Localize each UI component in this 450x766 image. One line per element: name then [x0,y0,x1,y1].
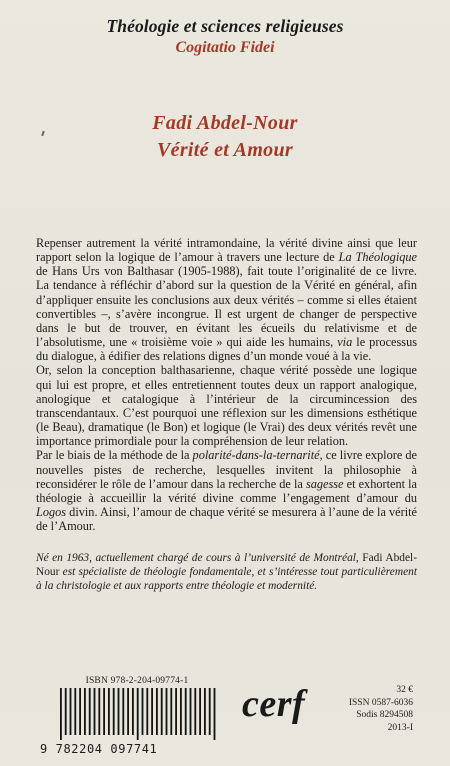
barcode-bar [170,688,172,735]
text-run: polarité-dans-la-ternarité [192,448,320,463]
author-bio-text [36,551,417,593]
barcode-bar [137,688,139,740]
publisher-logo: cerf [242,683,306,725]
author-name: Fadi Abdel-Nour [152,112,298,134]
blurb [36,236,417,533]
barcode-bar [79,688,81,735]
barcode-bar [190,688,192,735]
barcode-bar [132,688,134,735]
text-run: et exhortent la théologie à accueillir la vérité divine comme l’engagement d’amour du [36,476,417,505]
barcode [58,688,218,740]
barcode-bar [209,688,211,735]
barcode-bar [156,688,158,735]
barcode-bar [89,688,91,735]
edition-code: 2013-I [387,722,413,733]
text-run: Né en 1963, actuellement chargé de cours à l’université de Montréal, [36,552,363,564]
blurb-paragraph-2 [36,363,417,448]
text-run: Logos [36,504,67,519]
barcode-bar [108,688,110,735]
text-run: Or, selon la conception balthasarienne, chaque vérité possède une logique qui lui est propre, et elles entretiennent toutes deux un rapport analogique, anologique et catalogique à l’intérieur de la circumincession des transcendantaux. C’est pourquoi une réflexion sur les dimensions esthétique (le Beau), dramatique (le Bon) et logique (le Vrai) des deux vérités revêt une importance primordiale pour la compréhension de leur relation. [36,363,417,449]
publication-info [313,684,413,734]
text-run: La Théologique [338,250,417,265]
barcode-bar [180,688,182,735]
barcode-digits: 9 782204 097741 [40,742,158,756]
barcode-bar [118,688,120,735]
text-run: Par le biais de la méthode de la [36,448,193,463]
blurb-paragraph-3 [36,448,417,533]
barcode-bar [122,688,124,735]
barcode-bar [185,688,187,735]
text-run: de Hans Urs von Balthasar (1905-1988), fait toute l’originalité de ce livre. La tendance à réfléchir d’abord sur la question de la Vérité en général, afin d’appliquer ensuite les conclusions aux deux vérités – comme si elles étaient convertibles –, s’avère incongrue. Il est urgent de changer de perspective dans le but de trouver, en évitant les écueils du relativisme et de l’absolutisme, une « troisième voie » qui aide les humains, [36,264,417,350]
text-run: Repenser autrement la vérité intramondaine, la vérité divine ainsi que leur rapport selon la logique de l’amour à travers une lecture de [36,236,417,265]
barcode-bar [199,688,201,735]
barcode-bar [146,688,148,735]
sodis-code: Sodis 8294508 [356,710,413,721]
barcode-bar [166,688,168,735]
barcode-bar [98,688,100,735]
barcode-bar [151,688,153,735]
collection-name: Cogitatio Fidei [175,39,275,56]
isbn-label: ISBN 978-2-204-09774-1 [85,676,189,686]
barcode-bar [142,688,144,735]
barcode-bar [214,688,216,740]
barcode-bar [60,688,62,740]
text-run: est spécialiste de théologie fondamentale, et s’intéresse tout particulièrement à la christologie et aux rapports entre théologie et modernité. [36,566,417,592]
author-bio [36,551,417,593]
barcode-bar [65,688,67,735]
issn: ISSN 0587-6036 [348,697,413,708]
barcode-bar [204,688,206,735]
text-run: Fadi Abdel-Nour [36,552,417,578]
text-run: , ce livre explore de nouvelles pistes de recherche, lesquelles invitent la philosophie à reconsidérer le rôle de l’amour dans la recherche de la [36,448,417,491]
text-run: le processus du dialogue, à édifier des relations dignes d’un monde voué à la vie. [36,335,417,364]
text-run: divin. Ainsi, l’amour de chaque vérité se mesurera à l’aune de la vérité de l’Amour. [36,504,417,534]
barcode-bar [113,688,115,735]
text-run: sagesse [305,476,344,491]
price: 32 € [396,685,413,695]
barcode-bar [103,688,105,735]
series-title: Théologie et sciences religieuses [106,16,344,36]
barcode-bar [84,688,86,735]
barcode-bar [161,688,163,735]
barcode-bar [194,688,196,735]
blurb-paragraph-1 [36,236,417,363]
book-title: Vérité et Amour [157,139,293,161]
barcode-bar [127,688,129,735]
barcode-bar [74,688,76,735]
barcode-bar [175,688,177,735]
barcode-bar [94,688,96,735]
barcode-bar [70,688,72,735]
text-run: via [337,335,353,350]
